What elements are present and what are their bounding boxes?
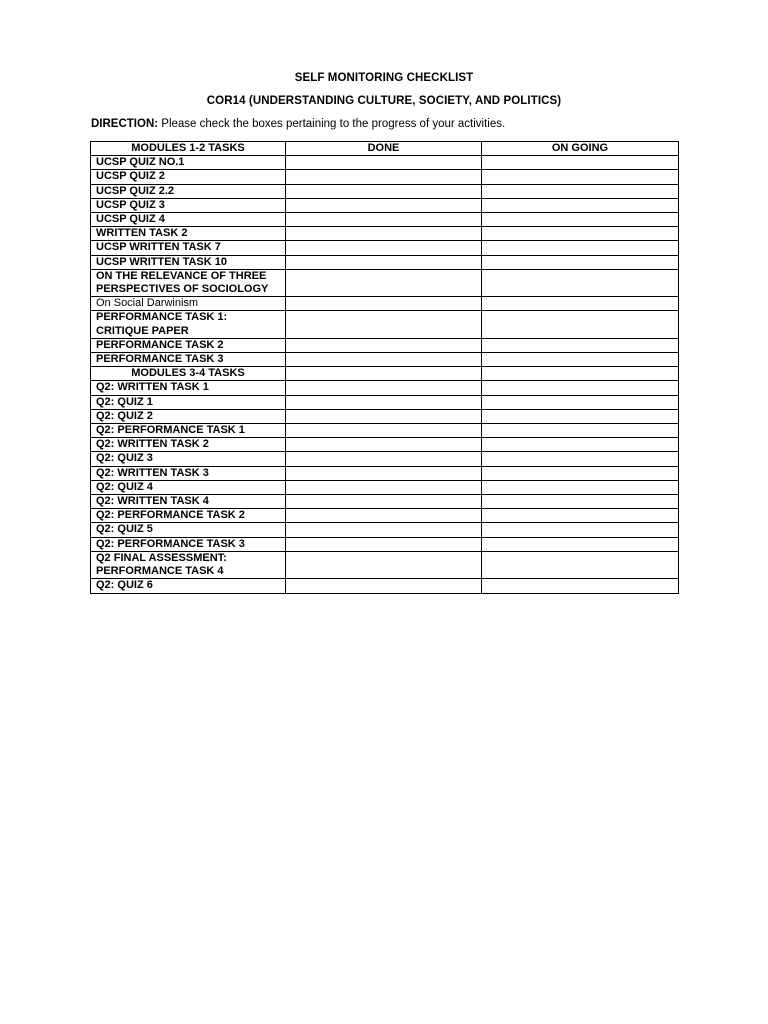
table-row xyxy=(91,198,679,212)
task-cell: Q2 FINAL ASSESSMENT: PERFORMANCE TASK 4 xyxy=(91,551,286,578)
on-going-checkbox[interactable] xyxy=(482,395,679,409)
on-going-checkbox[interactable] xyxy=(482,495,679,509)
on-going-checkbox[interactable] xyxy=(482,579,679,593)
task-cell: Q2: QUIZ 1 xyxy=(91,395,286,409)
table-row xyxy=(91,353,679,367)
direction-text: Please check the boxes pertaining to the progress of your activities. xyxy=(158,118,506,130)
done-checkbox[interactable] xyxy=(286,452,482,466)
on-going-checkbox[interactable] xyxy=(482,297,679,311)
task-cell: Q2: WRITTEN TASK 3 xyxy=(91,466,286,480)
task-cell: On Social Darwinism xyxy=(91,297,286,311)
on-going-checkbox[interactable] xyxy=(482,198,679,212)
direction-line xyxy=(91,118,505,130)
on-going-checkbox[interactable] xyxy=(482,523,679,537)
document-subtitle: COR14 (UNDERSTANDING CULTURE, SOCIETY, AND POLITICS) xyxy=(206,95,562,107)
table-row xyxy=(91,269,679,296)
document-title: SELF MONITORING CHECKLIST xyxy=(294,72,474,84)
table-row xyxy=(91,466,679,480)
on-going-checkbox[interactable] xyxy=(482,184,679,198)
on-going-checkbox[interactable] xyxy=(482,438,679,452)
table-row xyxy=(91,255,679,269)
done-checkbox[interactable] xyxy=(286,409,482,423)
on-going-checkbox[interactable] xyxy=(482,227,679,241)
table-row xyxy=(91,523,679,537)
on-going-checkbox[interactable] xyxy=(482,353,679,367)
on-going-checkbox[interactable] xyxy=(482,551,679,578)
done-checkbox[interactable] xyxy=(286,269,482,296)
task-cell: PERFORMANCE TASK 1: CRITIQUE PAPER xyxy=(91,311,286,338)
done-checkbox[interactable] xyxy=(286,227,482,241)
task-cell: UCSP QUIZ 2 xyxy=(91,170,286,184)
done-checkbox[interactable] xyxy=(286,353,482,367)
table-row xyxy=(91,438,679,452)
done-checkbox[interactable] xyxy=(286,156,482,170)
done-checkbox[interactable] xyxy=(286,241,482,255)
on-going-checkbox[interactable] xyxy=(482,424,679,438)
done-checkbox[interactable] xyxy=(286,311,482,338)
table-row xyxy=(91,551,679,578)
table-row xyxy=(91,338,679,352)
done-checkbox[interactable] xyxy=(286,367,482,381)
section-header-cell: MODULES 3-4 TASKS xyxy=(91,367,286,381)
task-cell: Q2: WRITTEN TASK 4 xyxy=(91,495,286,509)
task-cell: PERFORMANCE TASK 2 xyxy=(91,338,286,352)
on-going-checkbox[interactable] xyxy=(482,466,679,480)
task-cell: Q2: PERFORMANCE TASK 2 xyxy=(91,509,286,523)
done-checkbox[interactable] xyxy=(286,297,482,311)
done-checkbox[interactable] xyxy=(286,495,482,509)
on-going-checkbox[interactable] xyxy=(482,311,679,338)
table-row xyxy=(91,509,679,523)
done-checkbox[interactable] xyxy=(286,338,482,352)
done-checkbox[interactable] xyxy=(286,381,482,395)
on-going-checkbox[interactable] xyxy=(482,241,679,255)
table-row xyxy=(91,241,679,255)
done-checkbox[interactable] xyxy=(286,523,482,537)
task-cell: UCSP WRITTEN TASK 7 xyxy=(91,241,286,255)
task-cell: UCSP QUIZ NO.1 xyxy=(91,156,286,170)
done-checkbox[interactable] xyxy=(286,184,482,198)
section-header-row xyxy=(91,367,679,381)
table-header-row xyxy=(91,142,679,156)
task-cell: UCSP QUIZ 2.2 xyxy=(91,184,286,198)
task-cell: WRITTEN TASK 2 xyxy=(91,227,286,241)
table-row xyxy=(91,184,679,198)
task-cell: ON THE RELEVANCE OF THREE PERSPECTIVES OF SOCIOLOGY xyxy=(91,269,286,296)
on-going-checkbox[interactable] xyxy=(482,156,679,170)
done-checkbox[interactable] xyxy=(286,509,482,523)
task-cell: Q2: PERFORMANCE TASK 3 xyxy=(91,537,286,551)
done-checkbox[interactable] xyxy=(286,537,482,551)
on-going-checkbox[interactable] xyxy=(482,409,679,423)
on-going-checkbox[interactable] xyxy=(482,269,679,296)
direction-label: DIRECTION: xyxy=(91,118,159,130)
table-row xyxy=(91,452,679,466)
done-checkbox[interactable] xyxy=(286,424,482,438)
header-tasks: MODULES 1-2 TASKS xyxy=(91,142,286,156)
task-cell: UCSP WRITTEN TASK 10 xyxy=(91,255,286,269)
table-row xyxy=(91,537,679,551)
table-row xyxy=(91,156,679,170)
done-checkbox[interactable] xyxy=(286,579,482,593)
on-going-checkbox[interactable] xyxy=(482,213,679,227)
table-row xyxy=(91,311,679,338)
table-row xyxy=(91,395,679,409)
task-cell: Q2: WRITTEN TASK 2 xyxy=(91,438,286,452)
on-going-checkbox[interactable] xyxy=(482,170,679,184)
task-cell: Q2: PERFORMANCE TASK 1 xyxy=(91,424,286,438)
on-going-checkbox[interactable] xyxy=(482,452,679,466)
table-row xyxy=(91,579,679,593)
done-checkbox[interactable] xyxy=(286,480,482,494)
done-checkbox[interactable] xyxy=(286,438,482,452)
on-going-checkbox[interactable] xyxy=(482,509,679,523)
header-done: DONE xyxy=(286,142,482,156)
on-going-checkbox[interactable] xyxy=(482,537,679,551)
table-row xyxy=(91,227,679,241)
header-on-going: ON GOING xyxy=(482,142,679,156)
task-cell: Q2: QUIZ 2 xyxy=(91,409,286,423)
done-checkbox[interactable] xyxy=(286,395,482,409)
on-going-checkbox[interactable] xyxy=(482,255,679,269)
table-row xyxy=(91,495,679,509)
done-checkbox[interactable] xyxy=(286,255,482,269)
task-cell: UCSP QUIZ 3 xyxy=(91,198,286,212)
done-checkbox[interactable] xyxy=(286,466,482,480)
on-going-checkbox[interactable] xyxy=(482,381,679,395)
task-cell: Q2: QUIZ 5 xyxy=(91,523,286,537)
on-going-checkbox[interactable] xyxy=(482,367,679,381)
done-checkbox[interactable] xyxy=(286,213,482,227)
table-row xyxy=(91,409,679,423)
done-checkbox[interactable] xyxy=(286,198,482,212)
task-cell: Q2: WRITTEN TASK 1 xyxy=(91,381,286,395)
task-cell: Q2: QUIZ 4 xyxy=(91,480,286,494)
task-cell: Q2: QUIZ 6 xyxy=(91,579,286,593)
task-cell: Q2: QUIZ 3 xyxy=(91,452,286,466)
table-row xyxy=(91,480,679,494)
table-row xyxy=(91,381,679,395)
on-going-checkbox[interactable] xyxy=(482,338,679,352)
done-checkbox[interactable] xyxy=(286,551,482,578)
task-cell: PERFORMANCE TASK 3 xyxy=(91,353,286,367)
task-cell: UCSP QUIZ 4 xyxy=(91,213,286,227)
table-row xyxy=(91,213,679,227)
table-row xyxy=(91,297,679,311)
checklist-table xyxy=(90,141,679,594)
on-going-checkbox[interactable] xyxy=(482,480,679,494)
done-checkbox[interactable] xyxy=(286,170,482,184)
table-row xyxy=(91,424,679,438)
table-row xyxy=(91,170,679,184)
